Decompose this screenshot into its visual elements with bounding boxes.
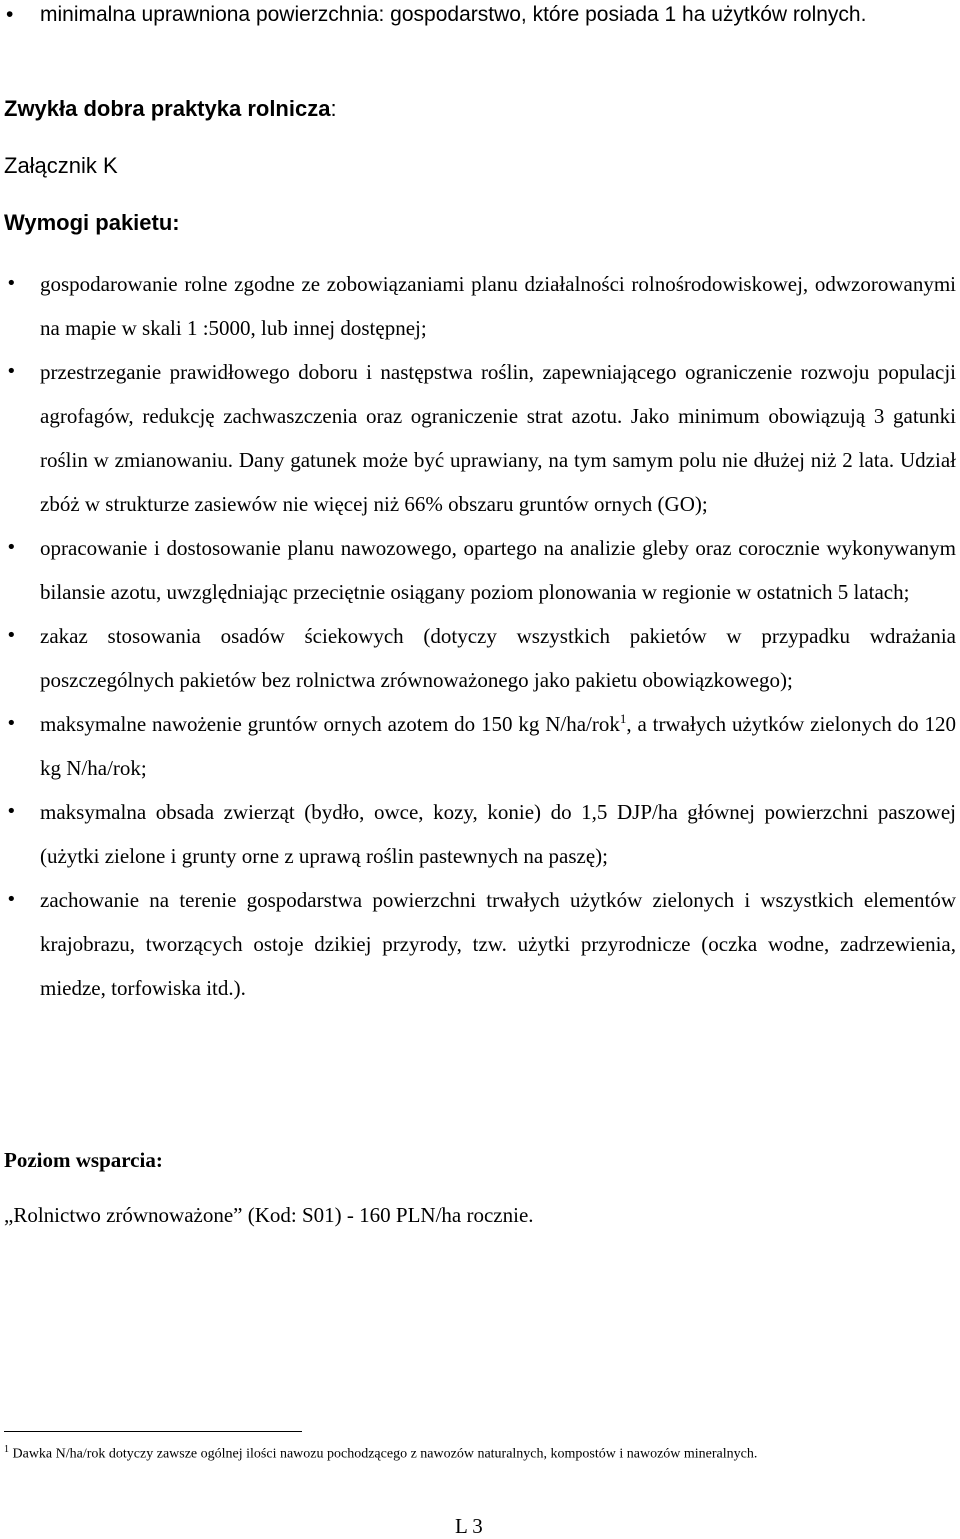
annex-label: Załącznik K (4, 153, 118, 178)
requirement-text: maksymalna obsada zwierząt (bydło, owce, kozy, konie) do 1,5 DJP/ha głównej powierzchni paszowej (użytki zielone i grunty orne z uprawą roślin pastewnych na paszę); (40, 800, 956, 868)
footnote-divider (4, 1431, 302, 1432)
footnote-reference[interactable]: 1 (619, 711, 627, 726)
requirement-text: opracowanie i dostosowanie planu nawozowego, opartego na analizie gleby oraz corocznie wykonywanym bilansie azotu, uwzględniając przeciętnie osiągany poziom plonowania w regionie w ostatnich 5 latach; (40, 536, 956, 604)
requirement-text: przestrzeganie prawidłowego doboru i następstwa roślin, zapewniającego ograniczenie rozwoju populacji agrofagów, redukcję zachwaszczenia oraz ograniczenie strat azotu. Jako minimum obowiązują 3 gatunki roślin w zmianowaniu. Dany gatunek może być uprawiany, na tym samym polu nie dłużej niż 2 lata. Udział zbóż w strukturze zasiewów nie więcej niż 66% obszaru gruntów ornych (GO); (40, 360, 956, 516)
bullet-icon: • (6, 361, 17, 382)
bullet-icon: • (6, 713, 17, 734)
footnote (4, 1444, 757, 1463)
good-practice-label: Zwykła dobra praktyka rolnicza (4, 96, 331, 121)
bullet-icon: • (6, 625, 17, 646)
good-practice-colon: : (330, 96, 337, 121)
requirements-heading-text: Wymogi pakietu: (4, 210, 180, 235)
list-item (0, 790, 956, 878)
bullet-icon: • (6, 801, 17, 822)
requirements-heading (4, 210, 180, 236)
list-item (0, 350, 956, 526)
bullet-icon: • (6, 3, 14, 26)
requirement-text: gospodarowanie rolne zgodne ze zobowiązaniami planu działalności rolnośrodowiskowej, odwzorowanymi na mapie w skali 1 :5000, lub innej dostępnej; (40, 272, 956, 340)
bullet-icon: • (6, 889, 17, 910)
support-heading: Poziom wsparcia: (4, 1148, 163, 1172)
requirement-text: zachowanie na terenie gospodarstwa powierzchni trwałych użytków zielonych i wszystkich elementów krajobrazu, tworzących ostoje dzikiej przyrody, tzw. użytki przyrodnicze (oczka wodne, zadrzewienia, miedze, torfowiska itd.). (40, 888, 956, 1000)
list-item (0, 702, 956, 790)
footnote-text: Dawka N/ha/rok dotyczy zawsze ogólnej ilości nawozu pochodzącego z nawozów naturalnych, kompostów i nawozów mineralnych. (12, 1446, 758, 1462)
requirements-list (0, 262, 960, 1010)
requirement-text-after: , a trwałych użytków zielonych do 120 kg N/ha/rok; (40, 712, 956, 780)
footnote-marker: 1 (4, 1444, 9, 1455)
requirement-text: zakaz stosowania osadów ściekowych (dotyczy wszystkich pakietów w przypadku wdrażania poszczególnych pakietów bez rolnictwa zrównoważonego jako pakietu obowiązkowego); (40, 624, 956, 692)
bullet-icon: • (6, 273, 17, 294)
list-item (0, 878, 956, 1010)
list-item (0, 262, 956, 350)
support-text: „Rolnictwo zrównoważone” (Kod: S01) - 160 PLN/ha rocznie. (4, 1203, 534, 1227)
good-practice-heading (4, 96, 337, 122)
requirement-text-before: maksymalne nawożenie gruntów ornych azotem do 150 kg N/ha/rok (40, 712, 620, 736)
bullet-icon: • (6, 537, 17, 558)
page-number: L 3 (455, 1514, 483, 1538)
intro-bullet-text: minimalna uprawniona powierzchnia: gospodarstwo, które posiada 1 ha użytków rolnych. (40, 3, 867, 26)
list-item (0, 614, 956, 702)
list-item (0, 526, 956, 614)
